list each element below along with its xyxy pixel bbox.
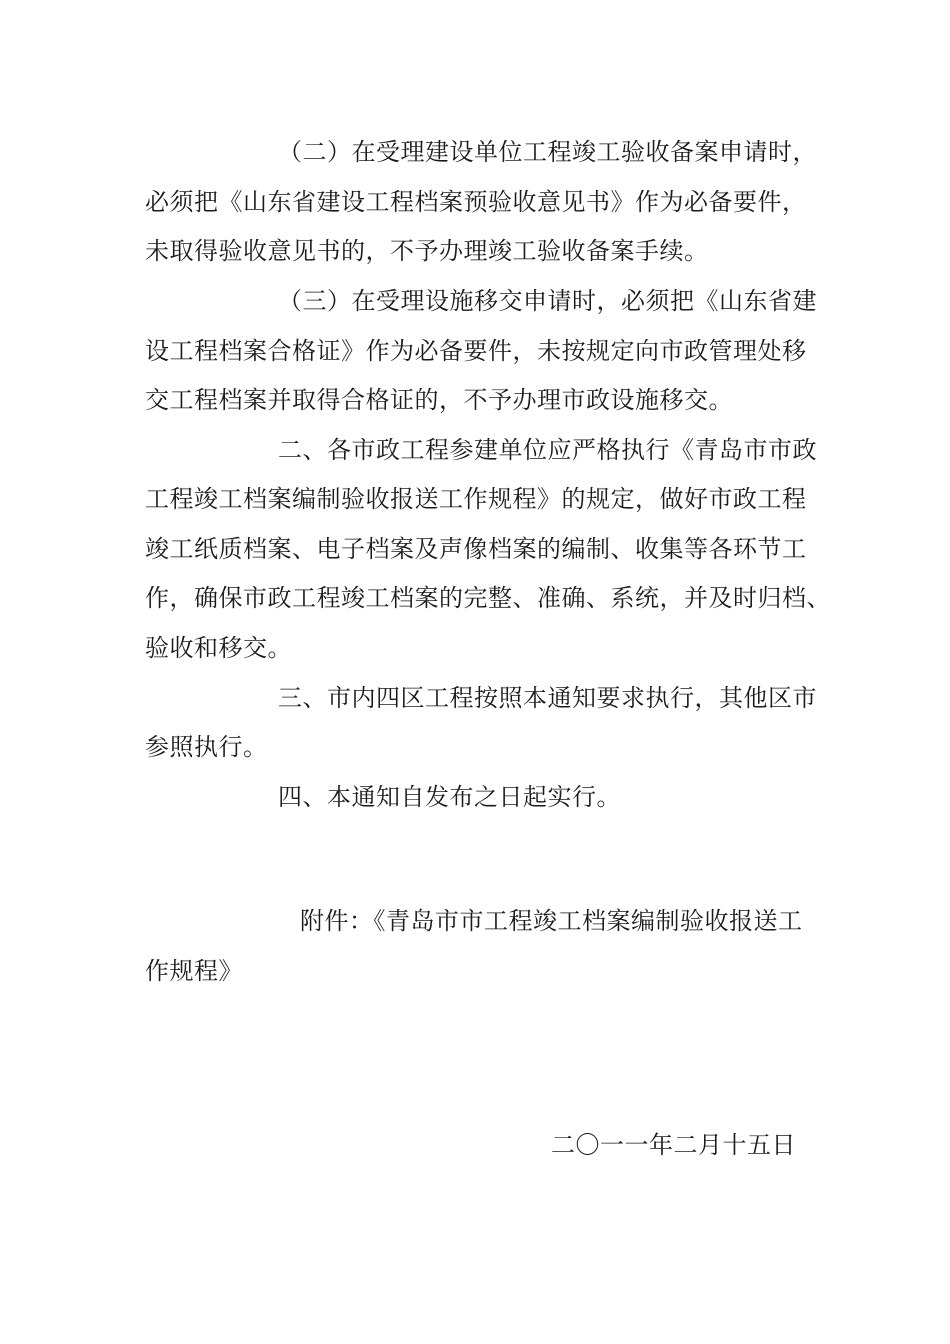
text-line: 作，确保市政工程竣工档案的完整、准确、系统，并及时归档、: [145, 584, 831, 612]
text-line: 必须把《山东省建设工程档案预验收意见书》作为必备要件，: [145, 188, 807, 216]
text-line: 工程竣工档案编制验收报送工作规程》的规定，做好市政工程: [145, 485, 807, 513]
text-line: 三、市内四区工程按照本通知要求执行，其他区市: [278, 684, 817, 712]
text-line: 附件：《青岛市市工程竣工档案编制验收报送工: [300, 907, 803, 935]
document-date: 二〇一一年二月十五日: [551, 1131, 796, 1159]
text-line: 设工程档案合格证》作为必备要件，未按规定向市政管理处移: [145, 337, 807, 365]
text-line: 作规程》: [145, 957, 243, 985]
text-line: （三）在受理设施移交申请时，必须把《山东省建: [278, 287, 817, 315]
text-line: 竣工纸质档案、电子档案及声像档案的编制、收集等各环节工: [145, 535, 807, 563]
text-line: 验收和移交。: [145, 634, 292, 662]
text-line: 二、各市政工程参建单位应严格执行《青岛市市政: [278, 436, 817, 464]
text-line: 四、本通知自发布之日起实行。: [278, 783, 621, 811]
text-line: 交工程档案并取得合格证的，不予办理市政设施移交。: [145, 386, 733, 414]
text-line: 参照执行。: [145, 733, 268, 761]
text-line: 未取得验收意见书的，不予办理竣工验收备案手续。: [145, 237, 709, 265]
text-line: （二）在受理建设单位工程竣工验收备案申请时，: [278, 138, 817, 166]
